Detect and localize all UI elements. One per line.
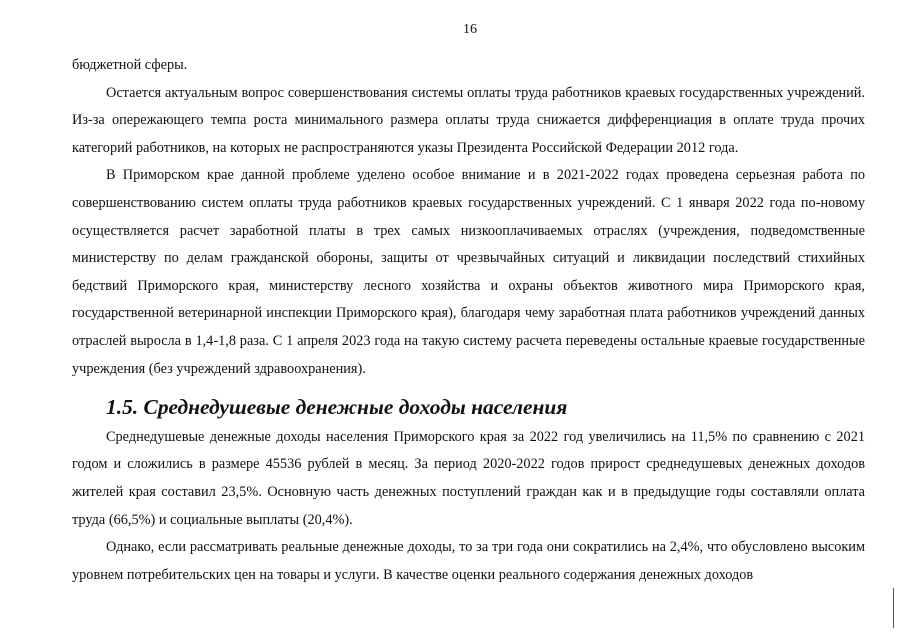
paragraph-average-income: Среднедушевые денежные доходы населения Приморского края за 2022 год увеличились на 11,5% по сравнению с 2021 годом и сложились в размере 45536 рублей в месяц. За период 2020-2022 годов прирост среднедушевых денежных доходов жителей края составил 23,5%. Основную часть денежных поступлений граждан как и в предыдущие годы составляли оплата труда (66,5%) и социальные выплаты (20,4%).: [72, 428, 865, 528]
page-number: 16: [463, 22, 477, 37]
document-body: [72, 52, 865, 589]
section-heading: 1.5. Среднедушевые денежные доходы населения: [106, 395, 568, 420]
paragraph-continuation: бюджетной сферы.: [72, 57, 188, 73]
scan-edge-mark: [893, 588, 894, 628]
paragraph-primorsky-reform: В Приморском крае данной проблеме уделено особое внимание и в 2021-2022 годах проведена серьезная работа по совершенствованию систем оплаты труда работников краевых государственных учреждений. С 1 января 2022 года по-новому осуществляется расчет заработной платы в трех самых низкооплачиваемых отраслях (учреждения, подведомственные министерству по делам гражданской обороны, защиты от чрезвычайных ситуаций и ликвидации последствий стихийных бедствий Приморского края, министерству лесного хозяйства и охраны объектов животного мира Приморского края, государственной ветеринарной инспекции Приморского края), благодаря чему заработная плата работников учреждений данных отраслей выросла в 1,4-1,8 раза. С 1 апреля 2023 года на такую систему расчета переведены остальные краевые государственные учреждения (без учреждений здравоохранения).: [72, 167, 865, 377]
paragraph-real-income: Однако, если рассматривать реальные денежные доходы, то за три года они сократились на 2,4%, что обусловлено высоким уровнем потребительских цен на товары и услуги. В качестве оценки реального содержания денежных доходов: [72, 539, 865, 583]
paragraph-salary-system: Остается актуальным вопрос совершенствования системы оплаты труда работников краевых государственных учреждений. Из-за опережающего темпа роста минимального размера оплаты труда снижается дифференциация в оплате труда прочих категорий работников, на которых не распространяются указы Президента Российской Федерации 2012 года.: [72, 84, 865, 156]
